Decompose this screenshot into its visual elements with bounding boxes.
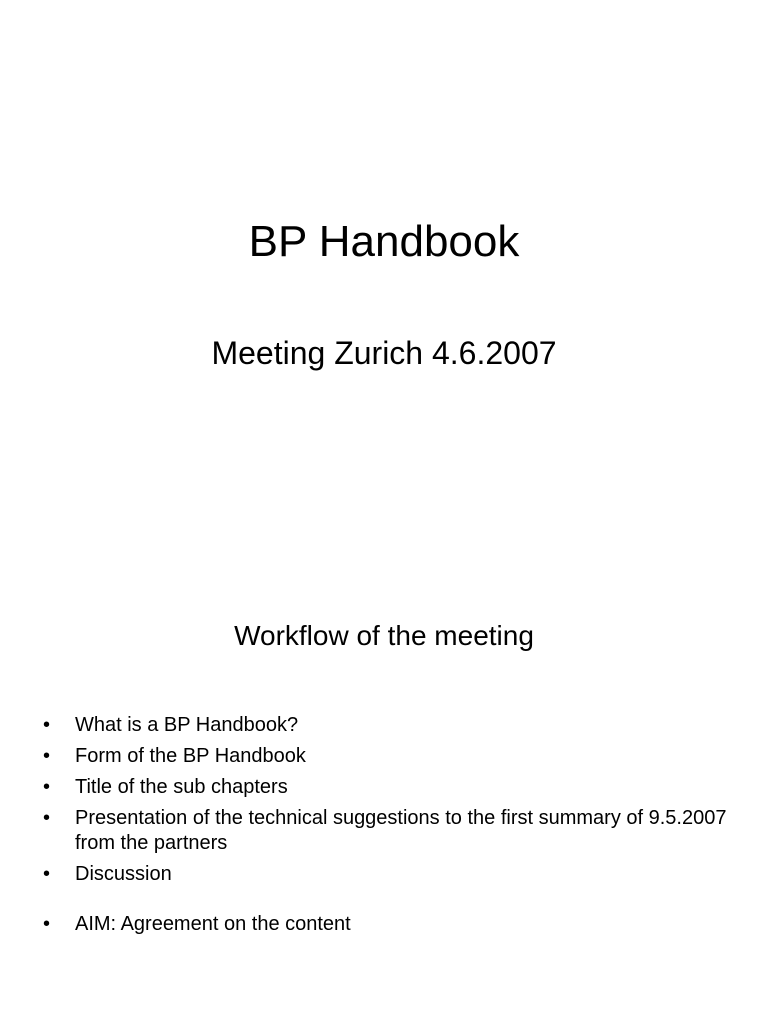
bullet-icon: •: [43, 776, 51, 798]
agenda-item: [40, 862, 730, 887]
agenda-item: [40, 713, 730, 738]
bullet-icon: •: [43, 913, 51, 935]
bullet-icon: •: [43, 863, 51, 885]
agenda-item-text: Presentation of the technical suggestions to the first summary of 9.5.2007 from the partners: [75, 807, 727, 854]
bullet-icon: •: [43, 807, 51, 829]
agenda-item: [40, 806, 730, 856]
agenda-list: [40, 713, 730, 943]
slide-subtitle: Meeting Zurich 4.6.2007: [211, 335, 557, 371]
workflow-heading: Workflow of the meeting: [234, 620, 534, 651]
agenda-item-aim: [40, 912, 730, 937]
bullet-icon: •: [43, 745, 51, 767]
bullet-icon: •: [43, 714, 51, 736]
agenda-item: [40, 775, 730, 800]
agenda-item-text: Title of the sub chapters: [75, 776, 288, 798]
agenda-item-text: Form of the BP Handbook: [75, 745, 306, 767]
slide-workflow: [0, 512, 768, 1024]
slide-title-heading: BP Handbook: [248, 217, 520, 266]
agenda-item: [40, 744, 730, 769]
agenda-item-text: Discussion: [75, 863, 172, 885]
agenda-item-text: AIM: Agreement on the content: [75, 913, 351, 935]
agenda-item-text: What is a BP Handbook?: [75, 714, 299, 736]
